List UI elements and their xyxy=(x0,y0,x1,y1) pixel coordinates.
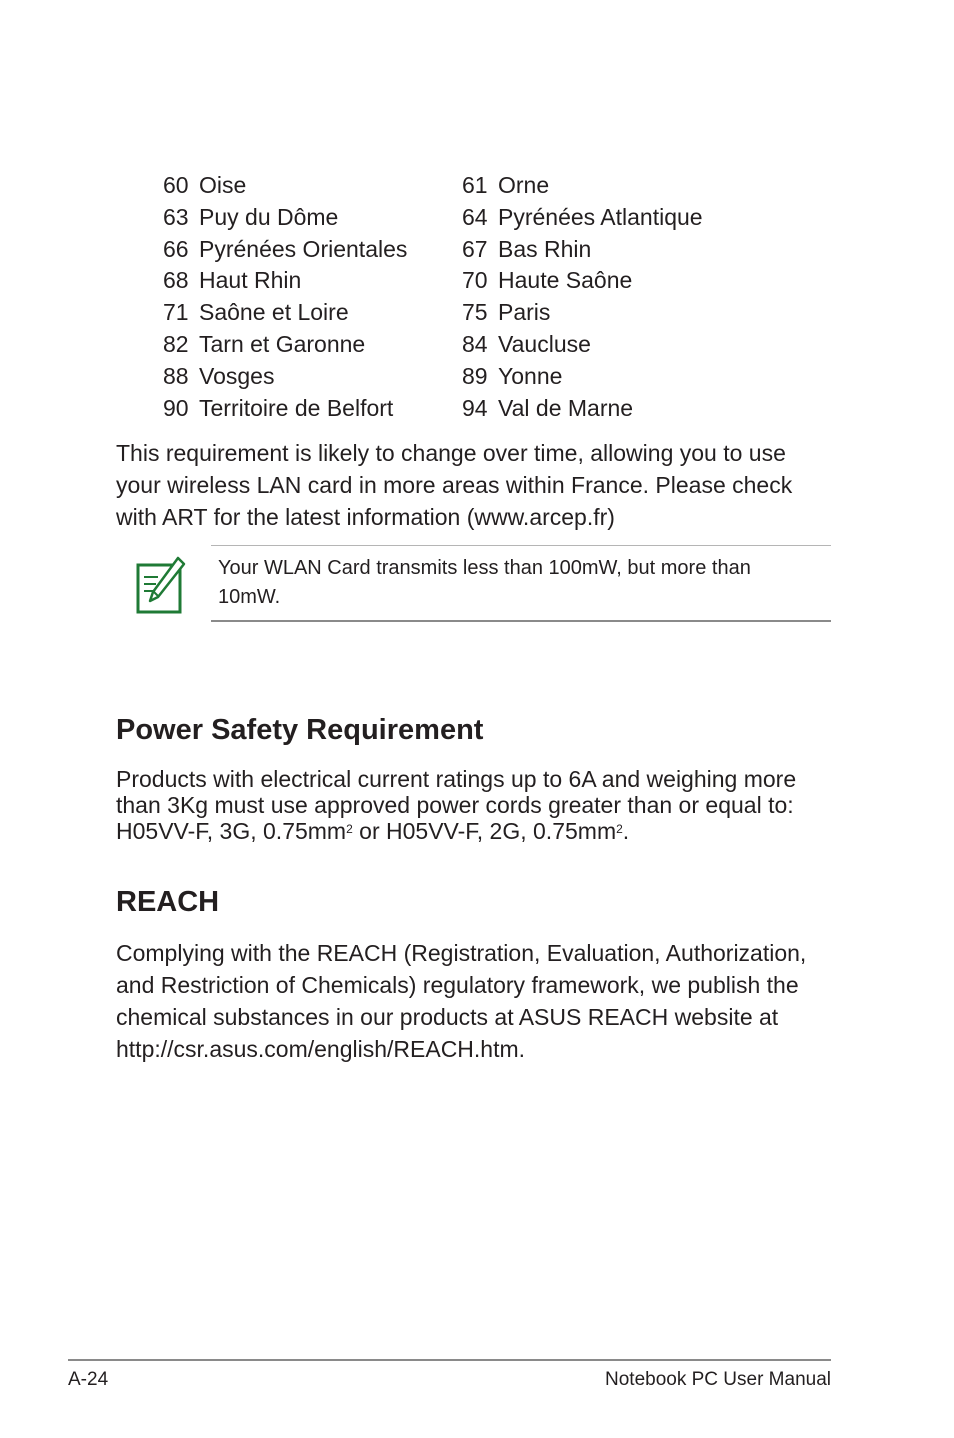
department-name: Yonne xyxy=(498,362,563,389)
department-number: 70 xyxy=(462,267,488,294)
department-name: Saône et Loire xyxy=(199,299,349,326)
department-number: 82 xyxy=(163,330,189,357)
department-entry xyxy=(163,202,462,234)
department-list xyxy=(163,170,762,424)
power-safety-text: . xyxy=(622,818,630,844)
note-pencil-icon xyxy=(134,555,186,615)
department-number: 67 xyxy=(462,235,488,262)
department-entry xyxy=(462,361,762,393)
department-entry xyxy=(163,234,462,266)
footer-divider xyxy=(68,1359,831,1361)
department-number: 71 xyxy=(163,299,189,326)
department-number: 66 xyxy=(163,235,189,262)
department-name: Paris xyxy=(498,299,551,326)
department-number: 94 xyxy=(462,394,488,421)
department-entry xyxy=(462,329,762,361)
note-text: Your WLAN Card transmits less than 100mW, but more than 10mW. xyxy=(218,557,751,608)
reach-paragraph: Complying with the REACH (Registration, Evaluation, Authorization, and Restriction of Chemicals) regulatory framework, we publish the chemical substances in our products at ASUS REACH website at http://csr.asus.com/english/REACH.htm. xyxy=(116,940,807,1062)
department-number: 60 xyxy=(163,172,189,198)
department-entry xyxy=(163,393,462,425)
department-name: Vosges xyxy=(199,362,275,389)
power-safety-text: Products with electrical current ratings up to 6A and weighing more than 3Kg must use approved power cords greater than or equal to: H05VV-F, 3G, 0.75mm xyxy=(116,766,797,844)
department-entry xyxy=(462,234,762,266)
department-name: Puy du Dôme xyxy=(199,203,339,230)
department-number: 68 xyxy=(163,267,189,294)
power-safety-heading: Power Safety Requirement xyxy=(116,714,484,746)
department-name: Oise xyxy=(199,172,247,198)
department-name: Pyrénées Orientales xyxy=(199,235,408,262)
department-number: 90 xyxy=(163,394,189,421)
power-safety-paragraph xyxy=(116,766,836,844)
page-number: A-24 xyxy=(68,1369,109,1390)
department-number: 75 xyxy=(462,299,488,326)
department-name: Orne xyxy=(498,172,550,198)
department-entry xyxy=(163,265,462,297)
manual-title: Notebook PC User Manual xyxy=(605,1369,831,1390)
department-entry xyxy=(163,297,462,329)
reach-heading: REACH xyxy=(116,886,220,918)
department-number: 89 xyxy=(462,362,488,389)
note-box xyxy=(211,545,831,622)
department-name: Tarn et Garonne xyxy=(199,330,366,357)
department-name: Haute Saône xyxy=(498,267,633,294)
department-name: Pyrénées Atlantique xyxy=(498,203,703,230)
department-entry xyxy=(462,297,762,329)
power-safety-text: or H05VV-F, 2G, 0.75mm xyxy=(352,818,617,844)
department-name: Vaucluse xyxy=(498,330,591,357)
superscript: 2 xyxy=(346,822,353,836)
superscript: 2 xyxy=(616,822,623,836)
department-number: 84 xyxy=(462,330,488,357)
department-name: Haut Rhin xyxy=(199,267,302,294)
department-entry xyxy=(462,265,762,297)
department-entry xyxy=(163,329,462,361)
department-entry xyxy=(462,393,762,425)
department-entry xyxy=(462,170,762,202)
department-number: 63 xyxy=(163,203,189,230)
department-entry xyxy=(163,361,462,393)
department-number: 64 xyxy=(462,203,488,230)
department-name: Bas Rhin xyxy=(498,235,592,262)
department-name: Val de Marne xyxy=(498,394,634,421)
department-entry xyxy=(462,202,762,234)
change-notice-paragraph: This requirement is likely to change over time, allowing you to use your wireless LAN card in more areas within France. Please check with ART for the latest information (www.arcep.fr) xyxy=(116,440,793,530)
department-number: 88 xyxy=(163,362,189,389)
department-name: Territoire de Belfort xyxy=(199,394,394,421)
department-number: 61 xyxy=(462,172,488,198)
department-entry xyxy=(163,170,462,202)
